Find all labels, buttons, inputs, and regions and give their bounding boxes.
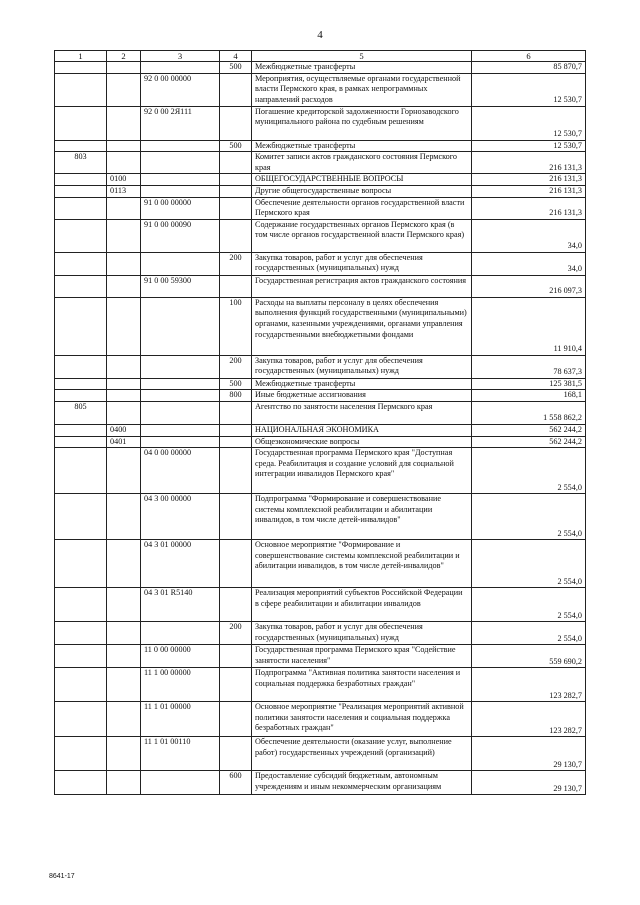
expense-type-cell: 600 (220, 771, 252, 795)
section-code-cell (107, 197, 141, 219)
section-code-cell (107, 73, 141, 106)
target-code-cell (141, 152, 220, 174)
amount-cell: 85 870,7 (472, 62, 586, 74)
admin-code-cell (55, 106, 107, 140)
expense-type-cell (220, 448, 252, 494)
target-code-cell: 11 1 01 00000 (141, 702, 220, 737)
header-col-5: 5 (252, 51, 472, 62)
table-row (55, 771, 586, 795)
admin-code-cell (55, 174, 107, 186)
amount-cell: 12 530,7 (472, 73, 586, 106)
expense-type-cell (220, 702, 252, 737)
amount-cell: 216 097,3 (472, 275, 586, 297)
admin-code-cell (55, 140, 107, 152)
header-col-4: 4 (220, 51, 252, 62)
section-code-cell (107, 140, 141, 152)
admin-code-cell (55, 771, 107, 795)
section-code-cell (107, 702, 141, 737)
expense-type-cell (220, 540, 252, 588)
section-code-cell (107, 494, 141, 540)
admin-code-cell (55, 448, 107, 494)
item-name-cell: Реализация мероприятий субъектов Российской Федерации в сфере реабилитации и абилитации инвалидов (252, 588, 472, 622)
target-code-cell (141, 62, 220, 74)
item-name-cell: Государственная регистрация актов гражданского состояния (252, 275, 472, 297)
table-row (55, 73, 586, 106)
amount-cell: 2 554,0 (472, 622, 586, 645)
item-name-cell: Предоставление субсидий бюджетным, автономным учреждениям и иным некоммерческим организациям (252, 771, 472, 795)
section-code-cell (107, 401, 141, 424)
admin-code-cell (55, 275, 107, 297)
section-code-cell (107, 297, 141, 355)
admin-code-cell (55, 185, 107, 197)
table-row (55, 401, 586, 424)
table-row (55, 106, 586, 140)
expense-type-cell (220, 73, 252, 106)
item-name-cell: Основное мероприятие "Реализация мероприятий активной политики занятости населения и социальная поддержка безработных граждан" (252, 702, 472, 737)
section-code-cell (107, 737, 141, 771)
table-row (55, 702, 586, 737)
admin-code-cell (55, 355, 107, 378)
section-code-cell: 0100 (107, 174, 141, 186)
section-code-cell: 0400 (107, 424, 141, 436)
amount-cell: 34,0 (472, 252, 586, 275)
amount-cell: 216 131,3 (472, 185, 586, 197)
target-code-cell (141, 252, 220, 275)
table-row (55, 494, 586, 540)
target-code-cell: 91 0 00 00090 (141, 219, 220, 252)
item-name-cell: Мероприятия, осуществляемые органами государственной власти Пермского края, в рамках непрограммных направлений расходов (252, 73, 472, 106)
item-name-cell: Другие общегосударственные вопросы (252, 185, 472, 197)
item-name-cell: Подпрограмма "Формирование и совершенствование системы комплексной реабилитации и абилитации инвалидов, в том числе детей-инвалидов" (252, 494, 472, 540)
expense-type-cell (220, 106, 252, 140)
item-name-cell: Расходы на выплаты персоналу в целях обеспечения выполнения функций государственными (муниципальными) органами, казенными учреждениями, органами управления государственными внебюджетными фондами (252, 297, 472, 355)
amount-cell: 123 282,7 (472, 668, 586, 702)
item-name-cell: Межбюджетные трансферты (252, 140, 472, 152)
admin-code-cell (55, 197, 107, 219)
table-row (55, 622, 586, 645)
target-code-cell (141, 297, 220, 355)
expense-type-cell (220, 174, 252, 186)
target-code-cell (141, 401, 220, 424)
expense-type-cell: 200 (220, 622, 252, 645)
section-code-cell (107, 622, 141, 645)
amount-cell: 216 131,3 (472, 174, 586, 186)
expense-type-cell: 500 (220, 62, 252, 74)
amount-cell: 216 131,3 (472, 197, 586, 219)
section-code-cell (107, 252, 141, 275)
page-number: 4 (317, 29, 323, 41)
item-name-cell: Межбюджетные трансферты (252, 62, 472, 74)
item-name-cell: Агентство по занятости населения Пермского края (252, 401, 472, 424)
amount-cell: 78 637,3 (472, 355, 586, 378)
expense-type-cell (220, 588, 252, 622)
table-row (55, 668, 586, 702)
expense-type-cell: 500 (220, 140, 252, 152)
amount-cell: 11 910,4 (472, 297, 586, 355)
table-row (55, 436, 586, 448)
admin-code-cell (55, 588, 107, 622)
expense-type-cell: 200 (220, 252, 252, 275)
expense-type-cell (220, 424, 252, 436)
header-col-3: 3 (141, 51, 220, 62)
item-name-cell: Межбюджетные трансферты (252, 378, 472, 390)
section-code-cell (107, 645, 141, 668)
expense-type-cell (220, 401, 252, 424)
admin-code-cell (55, 494, 107, 540)
expense-type-cell (220, 185, 252, 197)
section-code-cell (107, 152, 141, 174)
table-row (55, 152, 586, 174)
target-code-cell (141, 185, 220, 197)
admin-code-cell (55, 622, 107, 645)
amount-cell: 2 554,0 (472, 540, 586, 588)
table-header-row (55, 51, 586, 62)
admin-code-cell (55, 737, 107, 771)
target-code-cell (141, 355, 220, 378)
item-name-cell: Подпрограмма "Активная политика занятости населения и социальная поддержка безработных граждан" (252, 668, 472, 702)
table-row (55, 378, 586, 390)
item-name-cell: ОБЩЕГОСУДАРСТВЕННЫЕ ВОПРОСЫ (252, 174, 472, 186)
table-row (55, 540, 586, 588)
header-col-2: 2 (107, 51, 141, 62)
target-code-cell: 04 3 01 00000 (141, 540, 220, 588)
admin-code-cell (55, 219, 107, 252)
header-col-6: 6 (472, 51, 586, 62)
admin-code-cell (55, 252, 107, 275)
item-name-cell: Государственная программа Пермского края "Содействие занятости населения" (252, 645, 472, 668)
target-code-cell: 11 1 01 00110 (141, 737, 220, 771)
expense-type-cell (220, 436, 252, 448)
table-row (55, 140, 586, 152)
section-code-cell (107, 390, 141, 402)
table-row (55, 297, 586, 355)
target-code-cell (141, 140, 220, 152)
table-row (55, 645, 586, 668)
admin-code-cell (55, 378, 107, 390)
section-code-cell (107, 771, 141, 795)
expense-type-cell: 100 (220, 297, 252, 355)
amount-cell: 168,1 (472, 390, 586, 402)
amount-cell: 34,0 (472, 219, 586, 252)
admin-code-cell (55, 702, 107, 737)
admin-code-cell (55, 62, 107, 74)
target-code-cell (141, 378, 220, 390)
table-row (55, 588, 586, 622)
table-row (55, 424, 586, 436)
admin-code-cell (55, 73, 107, 106)
admin-code-cell: 803 (55, 152, 107, 174)
target-code-cell: 11 0 00 00000 (141, 645, 220, 668)
amount-cell: 125 381,5 (472, 378, 586, 390)
budget-table (54, 50, 586, 795)
item-name-cell: Погашение кредиторской задолженности Горнозаводского муниципального района по судебным решениям (252, 106, 472, 140)
table-row (55, 275, 586, 297)
budget-table-body (55, 51, 586, 795)
section-code-cell (107, 668, 141, 702)
target-code-cell: 11 1 00 00000 (141, 668, 220, 702)
target-code-cell (141, 174, 220, 186)
target-code-cell: 91 0 00 00000 (141, 197, 220, 219)
table-row (55, 174, 586, 186)
item-name-cell: Государственная программа Пермского края "Доступная среда. Реабилитация и создание условий для социальной интеграции инвалидов Пермского края" (252, 448, 472, 494)
section-code-cell (107, 275, 141, 297)
amount-cell: 2 554,0 (472, 588, 586, 622)
item-name-cell: Закупка товаров, работ и услуг для обеспечения государственных (муниципальных) нужд (252, 252, 472, 275)
target-code-cell: 04 0 00 00000 (141, 448, 220, 494)
target-code-cell: 92 0 00 2Я111 (141, 106, 220, 140)
expense-type-cell (220, 645, 252, 668)
amount-cell: 2 554,0 (472, 448, 586, 494)
section-code-cell: 0113 (107, 185, 141, 197)
section-code-cell (107, 62, 141, 74)
section-code-cell (107, 588, 141, 622)
expense-type-cell (220, 494, 252, 540)
table-row (55, 737, 586, 771)
admin-code-cell (55, 645, 107, 668)
target-code-cell: 92 0 00 00000 (141, 73, 220, 106)
section-code-cell: 0401 (107, 436, 141, 448)
expense-type-cell: 200 (220, 355, 252, 378)
amount-cell: 29 130,7 (472, 771, 586, 795)
table-row (55, 219, 586, 252)
admin-code-cell (55, 668, 107, 702)
amount-cell: 29 130,7 (472, 737, 586, 771)
item-name-cell: Закупка товаров, работ и услуг для обеспечения государственных (муниципальных) нужд (252, 355, 472, 378)
table-row (55, 252, 586, 275)
section-code-cell (107, 448, 141, 494)
item-name-cell: Основное мероприятие "Формирование и совершенствование системы комплексной реабилитации и абилитации инвалидов, в том числе детей-инвалидов" (252, 540, 472, 588)
section-code-cell (107, 219, 141, 252)
target-code-cell (141, 436, 220, 448)
expense-type-cell (220, 219, 252, 252)
section-code-cell (107, 355, 141, 378)
admin-code-cell (55, 540, 107, 588)
target-code-cell (141, 771, 220, 795)
item-name-cell: Обеспечение деятельности (оказание услуг, выполнение работ) государственных учреждений (организаций) (252, 737, 472, 771)
target-code-cell: 91 0 00 59300 (141, 275, 220, 297)
amount-cell: 216 131,3 (472, 152, 586, 174)
target-code-cell: 04 3 00 00000 (141, 494, 220, 540)
amount-cell: 559 690,2 (472, 645, 586, 668)
target-code-cell (141, 622, 220, 645)
item-name-cell: Комитет записи актов гражданского состояния Пермского края (252, 152, 472, 174)
expense-type-cell (220, 737, 252, 771)
admin-code-cell: 805 (55, 401, 107, 424)
expense-type-cell (220, 152, 252, 174)
item-name-cell: Обеспечение деятельности органов государственной власти Пермского края (252, 197, 472, 219)
item-name-cell: Иные бюджетные ассигнования (252, 390, 472, 402)
header-col-1: 1 (55, 51, 107, 62)
table-row (55, 355, 586, 378)
amount-cell: 12 530,7 (472, 140, 586, 152)
amount-cell: 12 530,7 (472, 106, 586, 140)
table-row (55, 390, 586, 402)
amount-cell: 562 244,2 (472, 424, 586, 436)
expense-type-cell (220, 275, 252, 297)
target-code-cell (141, 390, 220, 402)
table-row (55, 185, 586, 197)
expense-type-cell (220, 197, 252, 219)
expense-type-cell: 800 (220, 390, 252, 402)
item-name-cell: Закупка товаров, работ и услуг для обеспечения государственных (муниципальных) нужд (252, 622, 472, 645)
target-code-cell: 04 3 01 R5140 (141, 588, 220, 622)
admin-code-cell (55, 390, 107, 402)
admin-code-cell (55, 436, 107, 448)
amount-cell: 123 282,7 (472, 702, 586, 737)
admin-code-cell (55, 424, 107, 436)
expense-type-cell: 500 (220, 378, 252, 390)
item-name-cell: Общеэкономические вопросы (252, 436, 472, 448)
item-name-cell: Содержание государственных органов Пермского края (в том числе органов государственной власти Пермского края) (252, 219, 472, 252)
amount-cell: 1 558 862,2 (472, 401, 586, 424)
section-code-cell (107, 540, 141, 588)
item-name-cell: НАЦИОНАЛЬНАЯ ЭКОНОМИКА (252, 424, 472, 436)
section-code-cell (107, 378, 141, 390)
table-row (55, 62, 586, 74)
table-row (55, 197, 586, 219)
expense-type-cell (220, 668, 252, 702)
admin-code-cell (55, 297, 107, 355)
table-row (55, 448, 586, 494)
amount-cell: 2 554,0 (472, 494, 586, 540)
amount-cell: 562 244,2 (472, 436, 586, 448)
target-code-cell (141, 424, 220, 436)
document-code: 8641-17 (49, 873, 75, 880)
section-code-cell (107, 106, 141, 140)
